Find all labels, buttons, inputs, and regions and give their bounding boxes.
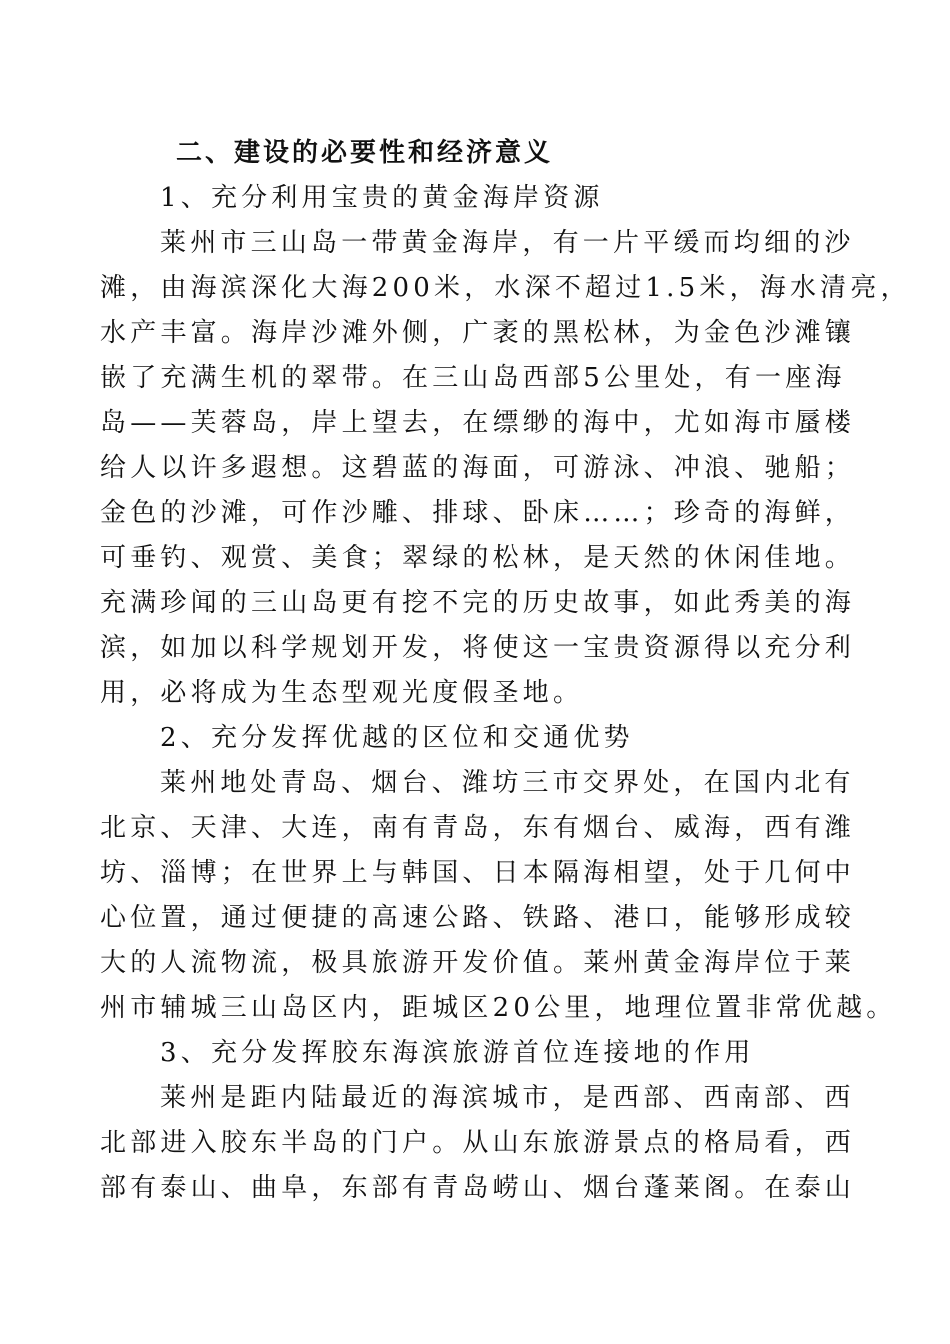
paragraph-line: 莱州地处青岛、烟台、潍坊三市交界处，在国内北有 (160, 768, 855, 798)
paragraph-line: 嵌了充满生机的翠带。在三山岛西部5公里处，有一座海 (100, 363, 846, 393)
paragraph-line: 充满珍闻的三山岛更有挖不完的历史故事，如此秀美的海 (100, 588, 856, 618)
paragraph-line: 滨，如加以科学规划开发，将使这一宝贵资源得以充分利 (100, 633, 856, 663)
subsection-title-1: 1、充分利用宝贵的黄金海岸资源 (160, 183, 604, 213)
paragraph-line: 水产丰富。海岸沙滩外侧，广袤的黑松林，为金色沙滩镶 (100, 318, 856, 348)
section-heading: 二、建设的必要性和经济意义 (176, 138, 554, 168)
paragraph-line: 北部进入胶东半岛的门户。从山东旅游景点的格局看，西 (100, 1128, 856, 1158)
paragraph-line: 岛——芙蓉岛，岸上望去，在缥缈的海中，尤如海市蜃楼 (100, 408, 856, 438)
paragraph-line: 坊、淄博；在世界上与韩国、日本隔海相望，处于几何中 (100, 858, 856, 888)
paragraph-line: 莱州是距内陆最近的海滨城市，是西部、西南部、西 (160, 1083, 855, 1113)
paragraph-line: 给人以许多遐想。这碧蓝的海面，可游泳、冲浪、驰船； (100, 453, 856, 483)
paragraph-line: 大的人流物流，极具旅游开发价值。莱州黄金海岸位于莱 (100, 948, 856, 978)
paragraph-line: 可垂钓、观赏、美食；翠绿的松林，是天然的休闲佳地。 (100, 543, 856, 573)
subsection-title-2: 2、充分发挥优越的区位和交通优势 (160, 723, 634, 753)
paragraph-line: 北京、天津、大连，南有青岛，东有烟台、威海，西有潍 (100, 813, 856, 843)
paragraph-line: 部有泰山、曲阜，东部有青岛崂山、烟台蓬莱阁。在泰山 (100, 1173, 856, 1203)
paragraph-line: 心位置，通过便捷的高速公路、铁路、港口，能够形成较 (100, 903, 856, 933)
paragraph-line: 莱州市三山岛一带黄金海岸，有一片平缓而均细的沙 (160, 228, 855, 258)
paragraph-line: 金色的沙滩，可作沙雕、排球、卧床……；珍奇的海鲜， (100, 498, 856, 528)
paragraph-line: 州市辅城三山岛区内，距城区20公里，地理位置非常优越。 (100, 993, 897, 1023)
paragraph-line: 滩，由海滨深化大海200米，水深不超过1.5米，海水清亮， (100, 273, 911, 303)
paragraph-line: 用，必将成为生态型观光度假圣地。 (100, 678, 584, 708)
subsection-title-3: 3、充分发挥胶东海滨旅游首位连接地的作用 (160, 1038, 755, 1068)
